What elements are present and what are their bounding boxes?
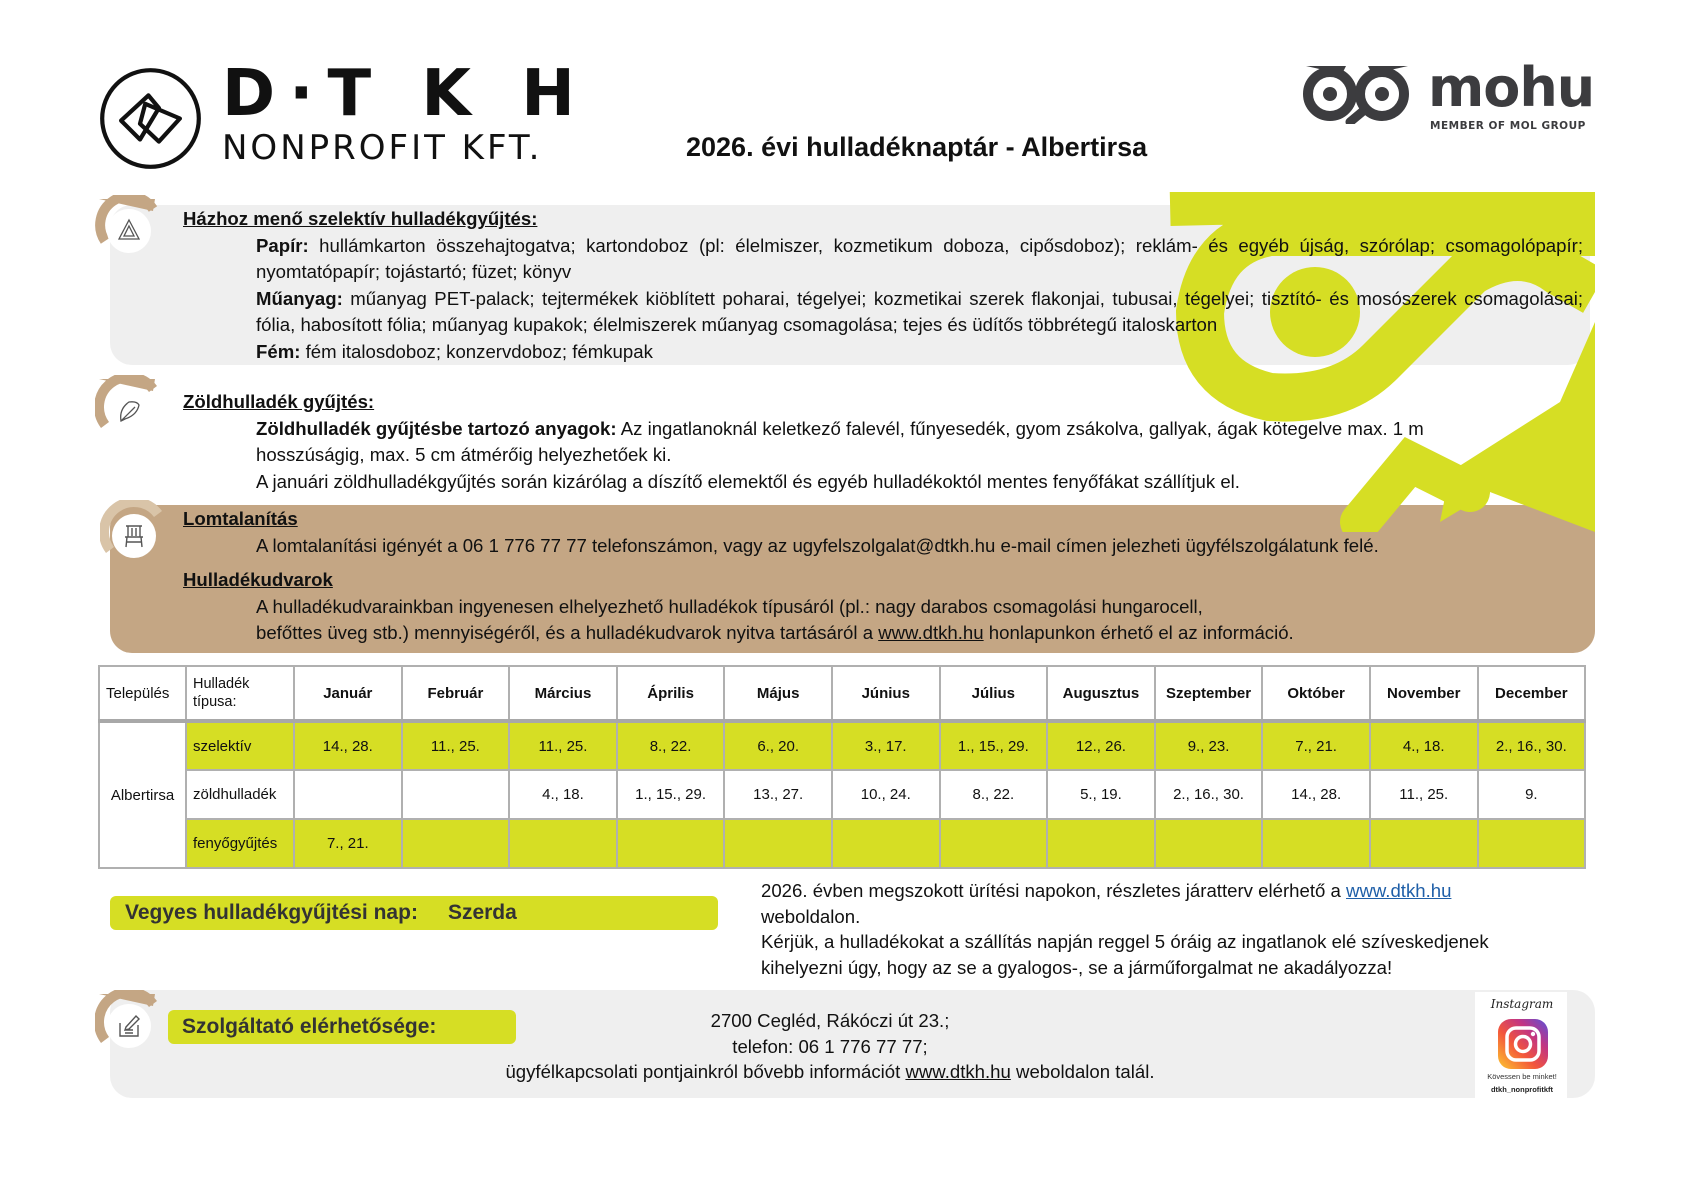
plastic-label: Műanyag: [256, 287, 343, 309]
note-line-1-text: 2026. évben megszokott ürítési napokon, részletes járatterv elérhető a [761, 880, 1347, 901]
date-cell [832, 819, 940, 868]
schedule-note [761, 878, 1541, 980]
oak-leaf-icon [107, 389, 151, 433]
chair-badge [100, 500, 166, 566]
yards-text-2-start: befőttes üveg stb.) mennyiségéről, és a hulladékudvarok nyitva tartásáról a [256, 622, 879, 643]
recycle-badge [95, 195, 161, 261]
green-materials-label: Zöldhulladék gyűjtésbe tartozó anyagok: [256, 417, 617, 439]
table-row [99, 819, 1585, 868]
date-cell: 13., 27. [724, 770, 832, 819]
date-cell: 11., 25. [402, 721, 510, 770]
form-edit-icon [107, 1004, 151, 1048]
plastic-item [183, 286, 1583, 339]
contact-website-link[interactable]: www.dtkh.hu [905, 1061, 1011, 1082]
date-cell: 4., 18. [509, 770, 617, 819]
settlement-cell: Albertirsa [99, 721, 186, 868]
bulky-email-link[interactable]: ugyfelszolgalat@dtkh.hu [792, 534, 996, 556]
col-header-type: Hulladék típusa: [186, 666, 294, 721]
date-cell: 5., 19. [1047, 770, 1155, 819]
date-cell: 8., 22. [617, 721, 725, 770]
col-header-month: Április [617, 666, 725, 721]
bulky-text-end: e-mail címen jelezheti ügyfélszolgálatunk felé. [995, 534, 1379, 556]
col-header-month: Augusztus [1047, 666, 1155, 721]
page-title: 2026. évi hulladéknaptár - Albertirsa [686, 132, 1148, 162]
bulky-section [183, 506, 1583, 647]
col-header-month: December [1478, 666, 1586, 721]
contact-info-start: ügyfélkapcsolati pontjainkról bővebb információt [505, 1061, 906, 1082]
plastic-text: műanyag PET-palack; tejtermékek kiöblített poharai, tégelyei; kozmetikai szerek flakonjai, tubusai, tégelyei; tisztító- és mosószerek csomagolásai; fólia, habosított fólia; műanyag kupakok; élelmiszerek műanyag csomagolása; tejes és üdítős többrétegű italoskarton [256, 287, 1583, 335]
metal-text: fém italosdoboz; konzervdoboz; fémkupak [300, 340, 653, 362]
date-cell: 9. [1478, 770, 1586, 819]
date-cell: 3., 17. [832, 721, 940, 770]
note-line-1 [761, 878, 1541, 904]
mohu-owl-logo-icon [1302, 62, 1412, 124]
date-cell: 4., 18. [1370, 721, 1478, 770]
date-cell: 11., 25. [1370, 770, 1478, 819]
green-materials [183, 416, 1513, 469]
yards-text-1: A hulladékudvarainkban ingyenesen elhelyezhető hulladékok típusáról (pl.: nagy darabos csomagolási hungarocell, [256, 595, 1203, 617]
col-header-month: Március [509, 666, 617, 721]
date-cell: 14., 28. [1262, 770, 1370, 819]
date-cell [294, 770, 402, 819]
col-header-settlement: Település [99, 666, 186, 721]
yards-heading: Hulladékudvarok [183, 569, 333, 590]
date-cell [509, 819, 617, 868]
green-january-note: A januári zöldhulladékgyűjtés során kizárólag a díszítő elemektől és egyéb hulladékoktól mentes fenyőfákat szállítjuk el. [256, 470, 1240, 492]
collection-schedule-table [98, 665, 1586, 869]
dtkh-logo-subtitle: NONPROFIT KFT. [222, 128, 543, 168]
instagram-follow-text: Kövessen be minket! [1487, 1072, 1557, 1081]
bulky-text-start: A lomtalanítási igényét a 06 1 776 77 77 telefonszámon, vagy az [256, 534, 793, 556]
date-cell: 11., 25. [509, 721, 617, 770]
waste-type-cell: zöldhulladék [186, 770, 294, 819]
note-website-link[interactable]: www.dtkh.hu [1346, 880, 1452, 901]
leaf-badge [95, 375, 161, 441]
table-header-row [99, 666, 1585, 721]
col-header-month: Július [940, 666, 1048, 721]
mixed-waste-day-banner [110, 896, 718, 930]
col-header-month: Január [294, 666, 402, 721]
date-cell [1370, 819, 1478, 868]
dtkh-logo-icon [98, 66, 203, 171]
paper-text: hullámkarton összehajtogatva; kartondoboz (pl: élelmiszer, kozmetikum doboza, cipősdoboz); reklám- és egyéb újság, szórólap; csomagolópapír; nyomtatópapír; tojástartó; füzet; könyv [256, 234, 1583, 282]
date-cell: 12., 26. [1047, 721, 1155, 770]
col-header-month: Június [832, 666, 940, 721]
date-cell: 6., 20. [724, 721, 832, 770]
mixed-waste-day: Szerda [447, 901, 517, 924]
paper-item [183, 233, 1583, 286]
col-header-month: Október [1262, 666, 1370, 721]
instagram-title: Instagram [1490, 997, 1554, 1011]
metal-item [183, 339, 1583, 366]
col-header-month: Február [402, 666, 510, 721]
instagram-icon[interactable] [1497, 1018, 1549, 1070]
contact-info-end: weboldalon talál. [1010, 1061, 1155, 1082]
waste-type-cell: szelektív [186, 721, 294, 770]
yards-text-2 [183, 620, 1583, 647]
instagram-handle[interactable]: dtkh_nonprofitkft [1490, 1085, 1554, 1094]
selective-heading: Házhoz menő szelektív hulladékgyűjtés: [183, 208, 538, 229]
date-cell [402, 770, 510, 819]
dtkh-logo-wordmark: D·T K H [222, 57, 589, 131]
date-cell: 8., 22. [940, 770, 1048, 819]
metal-label: Fém: [256, 340, 301, 362]
col-header-month: Szeptember [1155, 666, 1263, 721]
contact-heading: Szolgáltató elérhetősége: [168, 1010, 516, 1044]
contact-address: 2700 Cegléd, Rákóczi út 23.; [710, 1010, 950, 1031]
contact-info [480, 1059, 1180, 1085]
green-materials-text: Az ingatlanoknál keletkező falevél, fűnyesedék, gyom zsákolva, gallyak, ágak kötegelve max. 1 m hosszúságig, max. 5 cm átmérőig helyezhetőek ki. [256, 417, 1424, 465]
contact-phone: telefon: 06 1 776 77 77; [732, 1035, 928, 1057]
mohu-wordmark: mohu [1428, 56, 1595, 119]
mixed-waste-label: Vegyes hulladékgyűjtési nap: [125, 901, 418, 924]
green-waste-section [183, 389, 1513, 495]
col-header-month: November [1370, 666, 1478, 721]
note-line-3: Kérjük, a hulladékokat a szállítás napján reggel 5 óráig az ingatlanok elé szíveskedjenek [761, 931, 1489, 952]
table-row [99, 721, 1585, 770]
date-cell: 10., 24. [832, 770, 940, 819]
date-cell [724, 819, 832, 868]
date-cell: 1., 15., 29. [940, 721, 1048, 770]
col-header-month: Május [724, 666, 832, 721]
date-cell [1047, 819, 1155, 868]
date-cell: 14., 28. [294, 721, 402, 770]
bulky-text [183, 533, 1583, 560]
date-cell [940, 819, 1048, 868]
date-cell: 9., 23. [1155, 721, 1263, 770]
date-cell [1478, 819, 1586, 868]
table-row [99, 770, 1585, 819]
waste-type-cell: fenyőgyűjtés [186, 819, 294, 868]
contact-details [480, 1008, 1180, 1085]
yards-text-2-end: honlapunkon érhető el az információ. [983, 622, 1294, 643]
date-cell [1155, 819, 1263, 868]
date-cell: 7., 21. [294, 819, 402, 868]
date-cell [617, 819, 725, 868]
date-cell: 7., 21. [1262, 721, 1370, 770]
form-badge [95, 990, 161, 1056]
date-cell [402, 819, 510, 868]
date-cell: 2., 16., 30. [1155, 770, 1263, 819]
recycle-icon [107, 209, 151, 253]
green-heading: Zöldhulladék gyűjtés: [183, 391, 375, 412]
bulky-heading: Lomtalanítás [183, 508, 298, 529]
yards-website-link[interactable]: www.dtkh.hu [878, 622, 984, 643]
note-line-2: weboldalon. [761, 905, 861, 927]
mohu-subtitle: MEMBER OF MOL GROUP [1430, 120, 1586, 132]
chair-icon [112, 514, 156, 558]
date-cell [1262, 819, 1370, 868]
selective-section [183, 206, 1583, 365]
date-cell: 2., 16., 30. [1478, 721, 1586, 770]
date-cell: 1., 15., 29. [617, 770, 725, 819]
note-line-4: kihelyezni úgy, hogy az se a gyalogos-, se a járműforgalmat ne akadályozza! [761, 956, 1393, 978]
paper-label: Papír: [256, 234, 309, 256]
